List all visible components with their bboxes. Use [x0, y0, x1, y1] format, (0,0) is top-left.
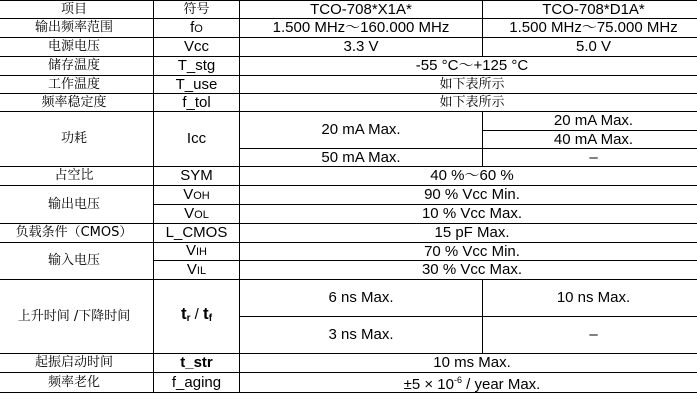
value-shared: 10 ms Max.: [240, 354, 697, 373]
symbol-main: V: [183, 185, 194, 203]
table-row: [0, 373, 697, 393]
value-model-b: 20 mA Max.: [483, 112, 697, 131]
table-row: [0, 186, 697, 205]
table-row: [0, 280, 697, 317]
value-shared: 如下表所示: [240, 76, 697, 94]
value-shared: -55 °C～+125 °C: [240, 57, 697, 76]
row-symbol: [154, 243, 240, 261]
table-row: [0, 94, 697, 112]
value-shared: 90 % Vcc Min.: [240, 186, 697, 205]
value-model-a: 1.500 MHz～160.000 MHz: [240, 19, 483, 38]
symbol-sub: f: [208, 313, 213, 324]
value-shared: 15 pF Max.: [240, 224, 697, 243]
row-label: 电源电压: [0, 38, 154, 57]
symbol-main: t: [180, 304, 187, 323]
aging-value-base: ±5 × 10: [403, 376, 454, 393]
symbol-sub: OL: [194, 208, 209, 221]
table-row: [0, 57, 697, 76]
table-row: [0, 224, 697, 243]
row-label: 上升时间 /下降时间: [0, 280, 154, 354]
header-item: 项目: [0, 1, 154, 19]
aging-value-unit: / year Max.: [462, 376, 541, 393]
value-model-b: 1.500 MHz～75.000 MHz: [483, 19, 697, 38]
symbol-main: t: [203, 304, 209, 323]
row-symbol: Vcc: [154, 38, 240, 57]
symbol-sub: O: [194, 22, 203, 35]
symbol-main: V: [185, 242, 196, 259]
row-label: 起振启动时间: [0, 354, 154, 373]
value-model-a: 3.3 V: [240, 38, 483, 57]
header-model-a: TCO-708*X1A*: [240, 1, 483, 19]
row-label: 负载条件（CMOS）: [0, 224, 154, 243]
value-model-b: 5.0 V: [483, 38, 697, 57]
row-symbol: Icc: [154, 112, 240, 167]
value-shared: 70 % Vcc Min.: [240, 243, 697, 261]
value-shared: 如下表所示: [240, 94, 697, 112]
row-symbol: t_str: [154, 354, 240, 373]
symbol-main: V: [186, 260, 197, 278]
symbol-sub: OH: [193, 189, 210, 202]
symbol-sub: IH: [196, 246, 207, 258]
row-label: 功耗: [0, 112, 154, 167]
symbol-sub: IL: [196, 264, 207, 277]
value-model-a: 6 ns Max.: [240, 280, 483, 317]
row-label: 频率稳定度: [0, 94, 154, 112]
row-symbol: T_stg: [154, 57, 240, 76]
row-label: 工作温度: [0, 76, 154, 94]
table-row: [0, 167, 697, 186]
value-model-a: 50 mA Max.: [240, 149, 483, 167]
value-model-a: 20 mA Max.: [240, 112, 483, 149]
row-label: 占空比: [0, 167, 154, 186]
symbol-main: V: [184, 204, 195, 222]
row-symbol: [154, 186, 240, 205]
row-label: 输入电压: [0, 243, 154, 280]
table-row: [0, 19, 697, 38]
row-symbol: [154, 205, 240, 224]
table-row: [0, 112, 697, 131]
value-model-b: –: [483, 149, 697, 167]
value-model-b: 40 mA Max.: [483, 131, 697, 149]
row-symbol: T_use: [154, 76, 240, 94]
symbol-sub: r: [186, 313, 191, 324]
row-symbol: L_CMOS: [154, 224, 240, 243]
row-symbol: SYM: [154, 167, 240, 186]
table-row: [0, 354, 697, 373]
row-symbol: f_aging: [154, 373, 240, 393]
table-row: [0, 38, 697, 57]
value-model-b: 10 ns Max.: [483, 280, 697, 317]
table-row: [0, 243, 697, 261]
symbol-separator: /: [190, 306, 204, 323]
row-symbol: [154, 19, 240, 38]
table-row: [0, 76, 697, 94]
row-label: 频率老化: [0, 373, 154, 393]
row-label: 输出电压: [0, 186, 154, 224]
value-shared: [240, 373, 697, 393]
header-model-b: TCO-708*D1A*: [483, 1, 697, 19]
header-symbol: 符号: [154, 1, 240, 19]
value-model-b: –: [483, 317, 697, 354]
value-shared: 10 % Vcc Max.: [240, 205, 697, 224]
row-label: 储存温度: [0, 57, 154, 76]
row-label: 输出频率范围: [0, 19, 154, 38]
value-shared: 40 %～60 %: [240, 167, 697, 186]
header-row: [0, 1, 697, 19]
row-symbol: [154, 261, 240, 280]
aging-value-exponent: -6: [453, 375, 462, 385]
value-shared: 30 % Vcc Max.: [240, 261, 697, 280]
symbol-main: f: [190, 18, 195, 36]
row-symbol: [154, 280, 240, 354]
row-symbol: f_tol: [154, 94, 240, 112]
value-model-a: 3 ns Max.: [240, 317, 483, 354]
